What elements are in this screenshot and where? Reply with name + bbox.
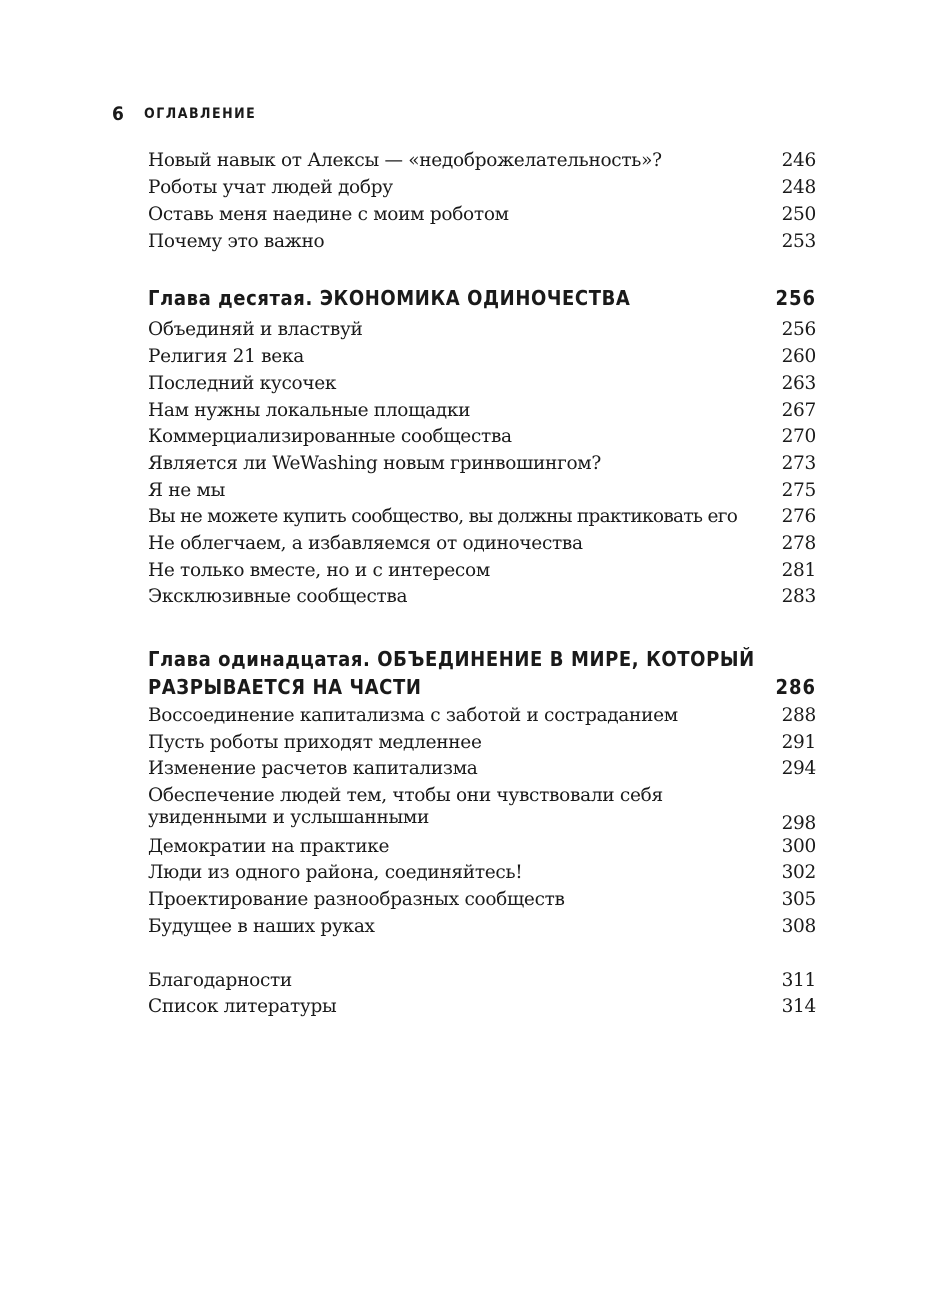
toc-entry-title: Проектирование разнообразных сообществ: [148, 889, 565, 910]
toc-entry-page: 291: [781, 732, 816, 753]
toc-entry-page: 300: [781, 836, 816, 857]
toc-entry-page: 260: [781, 346, 816, 367]
toc-entry[interactable]: [148, 560, 816, 587]
toc-entry-title: Роботы учат людей добру: [148, 177, 393, 198]
chapter-page: 286: [775, 675, 816, 699]
toc-entry[interactable]: [148, 916, 816, 943]
running-title: ОГЛАВЛЕНИЕ: [144, 106, 257, 122]
toc-entry[interactable]: [148, 204, 816, 231]
chapter-heading-10[interactable]: [148, 284, 816, 312]
toc-entry-title: Вы не можете купить сообщество, вы должны практиковать его: [148, 506, 738, 527]
toc-entry[interactable]: [148, 785, 816, 835]
chapter-title-line-1: Глава одинадцатая. ОБЪЕДИНЕНИЕ В МИРЕ, КОТОРЫЙ: [148, 647, 755, 671]
toc-entry-title: Воссоединение капитализма с заботой и состраданием: [148, 705, 678, 726]
toc-entry-title: Почему это важно: [148, 231, 325, 252]
toc-entry-title: Благодарности: [148, 970, 292, 991]
toc-entry[interactable]: [148, 758, 816, 785]
toc-entry-title: Эксклюзивные сообщества: [148, 586, 408, 607]
toc-entry-title: Объединяй и властвуй: [148, 319, 363, 340]
toc-entry-page: 273: [781, 453, 816, 474]
toc-entry-acknowledgements[interactable]: [148, 970, 816, 997]
toc-entry-page: 246: [781, 150, 816, 171]
toc-entry[interactable]: [148, 177, 816, 204]
toc-entry-title: Последний кусочек: [148, 373, 337, 394]
toc-entry-title: Не облегчаем, а избавляемся от одиночества: [148, 533, 583, 554]
toc-entry-title: Изменение расчетов капитализма: [148, 758, 478, 779]
chapter-heading-11[interactable]: [148, 641, 816, 701]
toc-entry-page: 270: [781, 426, 816, 447]
toc-entry[interactable]: [148, 533, 816, 560]
toc-entry-title: Религия 21 века: [148, 346, 304, 367]
toc-entry-title: Демократии на практике: [148, 836, 390, 857]
toc-entry-title: Не только вместе, но и с интересом: [148, 560, 490, 581]
toc-entry-page: 263: [781, 373, 816, 394]
toc-entry[interactable]: [148, 426, 816, 453]
toc-entry[interactable]: [148, 862, 816, 889]
toc-entry-title: Я не мы: [148, 480, 225, 501]
toc-entry[interactable]: [148, 150, 816, 177]
chapter-title: [148, 645, 775, 701]
toc-entry[interactable]: [148, 586, 816, 613]
toc-entry[interactable]: [148, 400, 816, 427]
toc-entry-title: Будущее в наших руках: [148, 916, 375, 937]
toc-entry[interactable]: [148, 373, 816, 400]
page-number: 6: [112, 103, 124, 125]
toc-entry-bibliography[interactable]: [148, 996, 816, 1023]
toc-entry-page: 283: [781, 586, 816, 607]
toc-entry[interactable]: [148, 453, 816, 480]
chapter-title-line-2: РАЗРЫВАЕТСЯ НА ЧАСТИ: [148, 675, 422, 699]
toc-entry-page: 248: [781, 177, 816, 198]
toc-entry-page: 311: [781, 970, 816, 991]
toc-entry-page: 308: [781, 916, 816, 937]
toc-entry[interactable]: [148, 319, 816, 346]
toc-entry-title: Является ли WeWashing новым гринвошингом?: [148, 453, 602, 474]
toc-entry[interactable]: [148, 836, 816, 863]
toc-entry-page: 281: [781, 560, 816, 581]
chapter-page: 256: [775, 286, 816, 310]
running-header: [112, 102, 256, 126]
toc-entry-title: Пусть роботы приходят медленнее: [148, 732, 482, 753]
toc-entry[interactable]: [148, 732, 816, 759]
toc-entry-page: 288: [781, 705, 816, 726]
toc-entry[interactable]: [148, 705, 816, 732]
toc-entry-page: 302: [781, 862, 816, 883]
toc-entry-page: 253: [781, 231, 816, 252]
toc-entry-page: 250: [781, 204, 816, 225]
toc-entry-title: Люди из одного района, соединяйтесь!: [148, 862, 523, 883]
toc-entry-page: 278: [781, 533, 816, 554]
toc-entry[interactable]: [148, 889, 816, 916]
toc-entry-title: Нам нужны локальные площадки: [148, 400, 471, 421]
toc-entry-page: 276: [781, 506, 816, 527]
toc-entry-page: 305: [781, 889, 816, 910]
toc-entry[interactable]: [148, 346, 816, 373]
toc-entry-title: Новый навык от Алексы — «недоброжелательность»?: [148, 150, 662, 171]
toc-entry[interactable]: [148, 506, 816, 533]
toc-entry-page: 314: [781, 996, 816, 1017]
toc-entry[interactable]: [148, 480, 816, 507]
toc-entry-title: Обеспечение людей тем, чтобы они чувствовали себя увиденными и услышанными: [148, 785, 663, 828]
toc-entry-page: 267: [781, 400, 816, 421]
toc-entry[interactable]: [148, 231, 816, 258]
toc-entry-page: 294: [781, 758, 816, 779]
toc-entry-title: Коммерциализированные сообщества: [148, 426, 512, 447]
toc-entry-title: Список литературы: [148, 996, 337, 1017]
toc-entry-title: Оставь меня наедине с моим роботом: [148, 204, 509, 225]
toc-entry-page: 256: [781, 319, 816, 340]
chapter-title: Глава десятая. ЭКОНОМИКА ОДИНОЧЕСТВА: [148, 286, 631, 310]
toc-entry-page: 275: [781, 480, 816, 501]
toc-entry-page: 298: [781, 813, 816, 834]
